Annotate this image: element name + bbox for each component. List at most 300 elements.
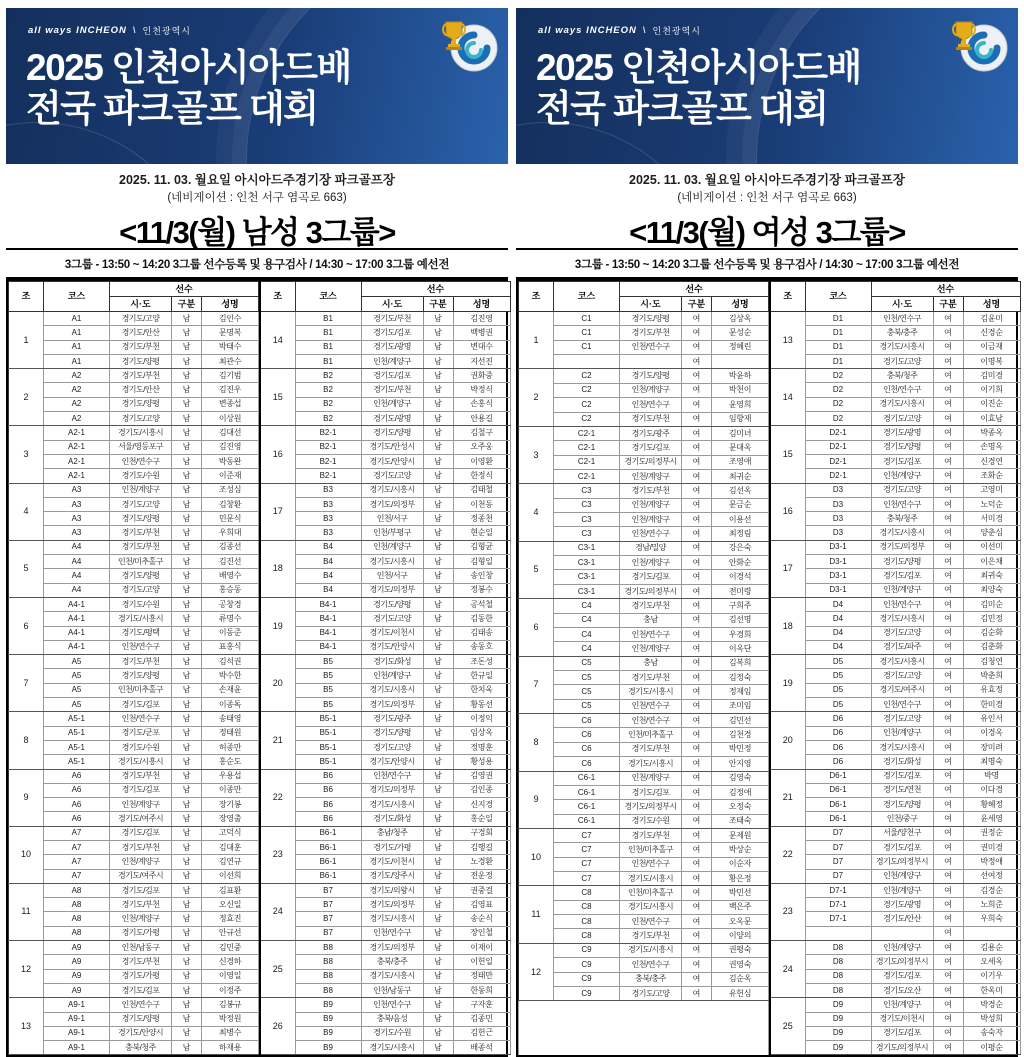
group-number: 24 [260,883,295,940]
gubun-cell: 남 [423,698,453,712]
course-cell: B2 [295,369,361,383]
group-number: 7 [9,655,44,712]
course-cell: A4-1 [44,597,110,611]
sido-cell: 경기도/안산 [110,383,172,397]
gubun-cell: 여 [933,883,963,897]
name-cell: 한동희 [453,983,510,997]
sido-cell: 경기도/양평 [620,312,682,326]
course-cell: B6 [295,798,361,812]
sido-cell: 인천/계양구 [871,998,933,1012]
course-cell: D3-1 [805,569,871,583]
gubun-cell: 여 [682,656,712,670]
gubun-cell: 여 [933,555,963,569]
player-row [260,1012,510,1026]
group-number: 4 [9,483,44,540]
name-cell: 김태송 [453,626,510,640]
name-cell: 김천경 [712,728,769,742]
logo-city: 인천광역시 [652,26,702,36]
sido-cell: 경기도/고양 [361,740,423,754]
sido-cell: 서울/영등포구 [110,440,172,454]
course-cell: C8 [554,886,620,900]
col-header-jo: 조 [9,282,44,312]
player-row [770,397,1020,411]
gubun-cell: 여 [933,454,963,468]
sido-cell: 인천/연수구 [871,383,933,397]
group-number: 13 [9,998,44,1055]
gubun-cell: 여 [682,469,712,483]
name-cell: 한치욱 [453,683,510,697]
sido-cell: 인천/연수구 [620,398,682,412]
gubun-cell: 여 [933,698,963,712]
sido-cell: 경기도/의정부시 [620,455,682,469]
course-cell: B3 [295,512,361,526]
gubun-cell: 남 [423,354,453,368]
gubun-cell: 여 [933,855,963,869]
gubun-cell: 여 [933,740,963,754]
course-cell: B6-1 [295,826,361,840]
player-row [519,929,769,943]
name-cell: 손재윤 [202,683,259,697]
player-row [9,469,259,483]
logo-brand: all ways INCHEON [538,25,637,36]
sido-cell: 인천/계양구 [361,669,423,683]
col-header-course: 코스 [805,282,871,312]
player-row [519,714,769,728]
header-band [6,8,508,164]
player-row [260,812,510,826]
player-row [770,412,1020,426]
player-row [260,312,510,326]
player-row [9,326,259,340]
player-row [519,857,769,871]
group-number: 9 [519,771,554,828]
player-row [9,1041,259,1055]
course-cell: A4-1 [44,612,110,626]
name-cell: 정명훈 [453,740,510,754]
course-cell: A9 [44,941,110,955]
sido-cell: 경기도/의정부 [361,497,423,511]
player-row [519,340,769,354]
gubun-cell: 남 [172,640,202,654]
gubun-cell: 여 [933,412,963,426]
sido-cell: 경기도/부천 [110,340,172,354]
sido-cell: 충남 [620,613,682,627]
player-row [9,312,259,326]
group-number: 18 [260,540,295,597]
name-cell: 김진영 [202,440,259,454]
name-cell: 김창환 [202,497,259,511]
player-row [770,326,1020,340]
incheon-logo [6,8,508,37]
course-cell: D8 [805,941,871,955]
gubun-cell: 남 [423,912,453,926]
course-cell: B5-1 [295,740,361,754]
player-row [770,969,1020,983]
course-cell: C8 [554,929,620,943]
gubun-cell: 여 [933,840,963,854]
player-row [260,555,510,569]
course-cell: C1 [554,312,620,326]
course-cell: B7 [295,883,361,897]
course-cell: D2 [805,397,871,411]
name-cell: 한미경 [963,698,1020,712]
name-cell: 한옥미 [963,983,1020,997]
course-cell: A1 [44,340,110,354]
name-cell: 박성희 [963,1012,1020,1026]
group-number: 17 [260,483,295,540]
gubun-cell: 남 [423,340,453,354]
name-cell: 한규일 [453,669,510,683]
gubun-cell: 여 [682,570,712,584]
group-number: 10 [9,826,44,883]
sido-cell: 경기도/의정부시 [871,1041,933,1055]
course-cell: C3-1 [554,556,620,570]
sido-cell: 충남 [620,656,682,670]
course-cell: A9 [44,983,110,997]
gubun-cell: 여 [682,513,712,527]
name-cell: 권중걸 [453,883,510,897]
sido-cell: 경기도/부천 [620,828,682,842]
sido-cell: 경기도/시흥시 [871,340,933,354]
player-row [260,755,510,769]
sido-cell: 인천/계양구 [620,498,682,512]
gubun-cell: 남 [172,740,202,754]
group-number: 15 [770,426,805,483]
course-cell: A3 [44,526,110,540]
course-cell: D8 [805,983,871,997]
name-cell: 정봉수 [453,583,510,597]
player-row [519,369,769,383]
course-cell: A4-1 [44,626,110,640]
empty-filler [519,1001,769,1056]
sido-cell: 충남/청주 [361,826,423,840]
course-cell: B4-1 [295,612,361,626]
course-cell: B2 [295,383,361,397]
name-cell: 송태영 [202,712,259,726]
sido-cell: 경기도/시흥시 [871,397,933,411]
sido-cell: 경기도/화성 [361,812,423,826]
sido-cell: 인천/계양구 [620,771,682,785]
name-cell: 고영미 [963,483,1020,497]
gubun-cell: 여 [682,728,712,742]
sido-cell: 경기도/김포 [871,569,933,583]
name-cell: 박춘희 [963,669,1020,683]
course-cell: D6-1 [805,798,871,812]
player-row [260,883,510,897]
course-cell: B5 [295,683,361,697]
name-cell: 오정숙 [712,800,769,814]
course-cell: A7 [44,855,110,869]
col-header-name: 성명 [453,297,510,312]
course-cell: C9 [554,972,620,986]
player-row [260,783,510,797]
player-row [770,469,1020,483]
sido-cell: 경기도/부천 [110,769,172,783]
gubun-cell: 남 [423,597,453,611]
name-cell: 박명 [963,769,1020,783]
gubun-cell: 남 [423,512,453,526]
player-row [260,626,510,640]
col-header-player: 선수 [620,282,769,297]
sido-cell: 경기도/연천 [871,783,933,797]
gubun-cell: 여 [682,556,712,570]
course-cell: B3 [295,526,361,540]
gubun-cell: 여 [933,826,963,840]
course-cell: C3-1 [554,584,620,598]
player-row [519,570,769,584]
player-row [9,397,259,411]
player-row [770,698,1020,712]
sido-cell: 경기도/시흥시 [361,555,423,569]
player-row [519,828,769,842]
group-number: 4 [519,484,554,541]
course-cell: D2-1 [805,440,871,454]
name-cell: 김봉규 [202,998,259,1012]
player-row [9,612,259,626]
name-cell: 이경옥 [963,726,1020,740]
gubun-cell: 여 [682,785,712,799]
course-cell: D3-1 [805,583,871,597]
sido-cell: 충북/청주 [110,1041,172,1055]
name-cell: 전운정 [453,869,510,883]
name-cell: 공석철 [453,597,510,611]
col-header-sido: 시·도 [871,297,933,312]
player-row [519,383,769,397]
col-header-sido: 시·도 [110,297,172,312]
player-row [9,798,259,812]
player-row [260,526,510,540]
name-cell: 최정림 [712,527,769,541]
sido-cell: 경기도/안양시 [361,454,423,468]
sido-cell: 경기도/양평 [110,354,172,368]
name-cell: 김선명 [712,613,769,627]
course-cell: C3-1 [554,570,620,584]
sido-cell: 경기도/김포 [361,326,423,340]
gubun-cell: 여 [682,613,712,627]
player-row [9,1012,259,1026]
sido-cell: 경기도/의정부 [361,698,423,712]
course-cell: A4 [44,583,110,597]
gubun-cell: 남 [423,497,453,511]
name-cell: 홍승동 [202,583,259,597]
gubun-cell: 남 [423,883,453,897]
player-row [260,1026,510,1040]
course-cell: C2-1 [554,426,620,440]
gubun-cell: 남 [172,383,202,397]
course-cell: D3 [805,483,871,497]
sido-cell: 인천/부평구 [361,526,423,540]
gubun-cell: 남 [423,898,453,912]
player-row [9,740,259,754]
name-cell: 권영숙 [712,958,769,972]
course-cell: B1 [295,312,361,326]
name-cell: 박윤하 [712,369,769,383]
sido-cell: 경기도/시흥시 [620,757,682,771]
name-cell: 박정애 [963,855,1020,869]
name-cell: 김정숙 [712,670,769,684]
course-cell: A5 [44,683,110,697]
name-cell: 황혜정 [963,798,1020,812]
player-row [260,354,510,368]
group-number: 15 [260,369,295,426]
course-cell: A9 [44,969,110,983]
logo-brand: all ways INCHEON [28,25,127,36]
gubun-cell: 여 [682,857,712,871]
gubun-cell: 여 [682,498,712,512]
player-row [260,340,510,354]
sido-cell: 경기도/부천 [620,742,682,756]
course-cell: A2 [44,397,110,411]
name-cell: 김표환 [202,883,259,897]
sido-cell: 경기도/시흥시 [361,483,423,497]
gubun-cell: 남 [423,726,453,740]
course-cell: A3 [44,497,110,511]
gubun-cell: 남 [172,955,202,969]
name-cell: 정태만 [453,969,510,983]
sido-cell: 경기도/부천 [620,599,682,613]
player-row [770,898,1020,912]
name-cell: 박정식 [453,383,510,397]
gubun-cell: 남 [172,941,202,955]
course-cell: C3 [554,484,620,498]
player-row [260,1041,510,1055]
name-cell: 장영출 [202,812,259,826]
group-number: 25 [260,941,295,998]
group-number: 18 [770,597,805,654]
name-cell: 김기범 [202,369,259,383]
gubun-cell: 여 [682,455,712,469]
player-row [770,440,1020,454]
gubun-cell: 남 [172,426,202,440]
gubun-cell: 여 [682,943,712,957]
sido-cell: 경기도/광명 [361,412,423,426]
player-row [9,769,259,783]
gubun-cell: 여 [682,958,712,972]
course-cell: B5-1 [295,726,361,740]
gubun-cell: 남 [172,526,202,540]
course-cell: A5 [44,655,110,669]
name-cell: 장미려 [963,740,1020,754]
gubun-cell: 여 [682,886,712,900]
gubun-cell: 남 [172,812,202,826]
sido-cell: 경기도/김포 [110,826,172,840]
sido-cell: 인천/계양구 [361,354,423,368]
name-cell: 백병권 [453,326,510,340]
course-cell: A2 [44,412,110,426]
name-cell: 김종선 [202,540,259,554]
name-cell: 이영환 [453,454,510,468]
course-cell: A8 [44,912,110,926]
event-title-line2: 전국 파크골프 대회 [536,88,828,130]
course-cell: B8 [295,983,361,997]
gubun-cell: 남 [423,312,453,326]
sido-cell: 인천/연수구 [620,627,682,641]
gubun-cell: 남 [423,1041,453,1055]
name-cell: 이영일 [202,969,259,983]
name-cell: 양춘심 [963,526,1020,540]
sido-cell: 인천/연수구 [361,769,423,783]
sido-cell: 경기도/이천시 [361,855,423,869]
player-row [770,669,1020,683]
gubun-cell: 남 [172,555,202,569]
course-cell: D1 [805,354,871,368]
course-cell: C4 [554,599,620,613]
course-cell: A3 [44,483,110,497]
sido-cell: 경기도/안양시 [361,755,423,769]
name-cell: 신지경 [453,798,510,812]
gubun-cell: 여 [682,312,712,326]
course-cell: D6-1 [805,769,871,783]
group-title: <11/3(월) 남성 3그룹> [119,215,395,250]
name-cell: 안화순 [712,556,769,570]
group-number: 20 [260,655,295,712]
player-row [260,540,510,554]
course-cell [805,926,871,940]
gubun-cell: 남 [423,555,453,569]
sido-cell: 경기도/부천 [361,312,423,326]
gubun-cell: 여 [933,955,963,969]
sido-cell: 충북/음성 [361,1012,423,1026]
course-cell: C4 [554,627,620,641]
name-cell: 김춘화 [963,640,1020,654]
roster-table-b [259,281,511,1055]
player-row [9,483,259,497]
name-cell: 김영표 [453,898,510,912]
sido-cell: 인천/계양구 [361,540,423,554]
player-row [770,612,1020,626]
course-cell: C7 [554,872,620,886]
gubun-cell: 여 [682,814,712,828]
name-cell: 강은숙 [712,541,769,555]
name-cell: 송인창 [453,569,510,583]
player-row [519,455,769,469]
name-cell: 이용선 [712,513,769,527]
sido-cell: 경기도/부천 [620,326,682,340]
course-cell: C6 [554,728,620,742]
name-cell: 김용순 [963,941,1020,955]
course-cell: C5 [554,685,620,699]
name-cell: 김철구 [453,426,510,440]
name-cell: 정재임 [712,685,769,699]
course-cell: B5-1 [295,755,361,769]
sido-cell: 경기도/양평 [110,397,172,411]
course-cell: D2-1 [805,454,871,468]
player-row [260,640,510,654]
sido-cell: 인천/연수구 [620,699,682,713]
player-row [519,886,769,900]
course-cell: D7 [805,855,871,869]
gubun-cell: 남 [423,969,453,983]
gubun-cell: 여 [933,312,963,326]
course-cell: C8 [554,900,620,914]
gubun-cell: 여 [933,712,963,726]
course-cell: C8 [554,915,620,929]
player-row [260,969,510,983]
sido-cell: 인천/남동구 [110,941,172,955]
player-row [9,369,259,383]
name-cell: 황동선 [453,698,510,712]
name-cell: 김순옥 [712,972,769,986]
course-cell: D6-1 [805,812,871,826]
player-row [9,383,259,397]
group-number: 26 [260,998,295,1055]
gubun-cell: 남 [172,583,202,597]
course-cell: D9 [805,1041,871,1055]
course-cell: D1 [805,312,871,326]
gubun-cell: 여 [682,699,712,713]
gubun-cell: 남 [172,898,202,912]
sido-cell: 인천/계양구 [871,726,933,740]
